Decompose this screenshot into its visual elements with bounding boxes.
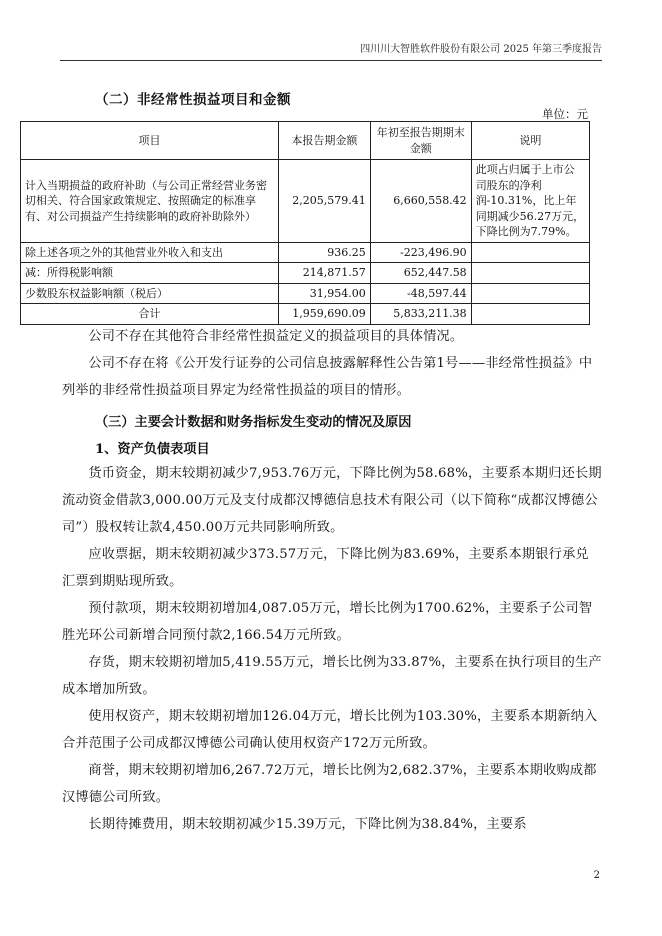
paragraph: 预付款项，期末较期初增加4,087.05万元，增长比例为1700.62%，主要系子公司智胜光环公司新增合同预付款2,166.54万元所致。 (62, 601, 593, 643)
row-current: 214,871.57 (278, 263, 370, 284)
row-current: 936.25 (278, 242, 370, 263)
paragraph: 货币资金，期末较期初减少7,953.76万元，下降比例为58.68%，主要系本期归还长期流动资金借款3,000.00万元及支付成都汉博德信息技术有限公司（以下简称“成都汉博德公司”）股权转让款4,450.00万元共同影响所致。 (62, 466, 602, 535)
paragraph: 商誉，期末较期初增加6,267.72万元，增长比例为2,682.37%，主要系本期收购成都汉博德公司所致。 (62, 763, 597, 805)
row-ytd: 5,833,211.38 (370, 304, 471, 325)
row-note (471, 304, 589, 325)
column-header-item: 项目 (21, 122, 279, 160)
nonrecurring-table (20, 121, 590, 325)
paragraph: 公司不存在将《公开发行证券的公司信息披露解释性公告第1号——非经常性损益》中列举的非经常性损益项目界定为经常性损益的项目的情形。 (62, 356, 593, 398)
row-note (471, 263, 589, 284)
table-row (21, 263, 590, 284)
row-note (471, 242, 589, 263)
row-current: 1,959,690.09 (278, 304, 370, 325)
paragraph: 存货，期末较期初增加5,419.55万元，增长比例为33.87%，主要系在执行项目的生产成本增加所致。 (62, 655, 602, 697)
table-header-row (21, 122, 590, 160)
row-ytd: -48,597.44 (370, 283, 471, 304)
page-header: 四川川大智胜软件股份有限公司 2025 年第三季度报告 (360, 44, 602, 55)
page-number: 2 (593, 870, 600, 881)
table-row (21, 160, 590, 243)
column-header-note: 说明 (471, 122, 589, 160)
balance-sheet-paragraphs (62, 460, 602, 838)
row-ytd: -223,496.90 (370, 242, 471, 263)
row-item: 少数股东权益影响额（税后） (21, 283, 279, 304)
row-ytd: 652,447.58 (370, 263, 471, 284)
paragraph: 长期待摊费用，期末较期初减少15.39万元，下降比例为38.84%，主要系 (88, 817, 527, 832)
table-row (21, 242, 590, 263)
row-item: 减：所得税影响额 (21, 263, 279, 284)
unit-label: 单位：元 (542, 107, 588, 121)
row-current: 2,205,579.41 (278, 160, 370, 243)
nonrecurring-notes (62, 323, 602, 404)
paragraph: 应收票据，期末较期初减少373.57万元，下降比例为83.69%，主要系本期银行承兑汇票到期贴现所致。 (62, 547, 589, 589)
row-ytd: 6,660,558.42 (370, 160, 471, 243)
header-rule (60, 60, 602, 61)
subsection-title-balance-sheet: 1、资产负债表项目 (95, 442, 210, 457)
section-title-changes: （三）主要会计数据和财务指标发生变动的情况及原因 (95, 415, 412, 430)
row-current: 31,954.00 (278, 283, 370, 304)
row-item: 除上述各项之外的其他营业外收入和支出 (21, 242, 279, 263)
table-row (21, 283, 590, 304)
table-row-total (21, 304, 590, 325)
column-header-ytd: 年初至报告期期末金额 (370, 122, 471, 160)
row-item: 合计 (21, 304, 279, 325)
section-title-nonrecurring: （二）非经常性损益项目和金额 (95, 92, 291, 108)
paragraph: 使用权资产，期末较期初增加126.04万元，增长比例为103.30%，主要系本期新纳入合并范围子公司成都汉博德公司确认使用权资产172万元所致。 (62, 709, 598, 751)
row-note (471, 283, 589, 304)
paragraph: 公司不存在其他符合非经常性损益定义的损益项目的具体情况。 (88, 329, 464, 344)
row-note: 此项占归属于上市公司股东的净利润-10.31%，比上年同期减少56.27万元，下降比例为7.79%。 (471, 160, 589, 243)
column-header-current: 本报告期金额 (278, 122, 370, 160)
row-item: 计入当期损益的政府补助（与公司正常经营业务密切相关、符合国家政策规定、按照确定的标准享有、对公司损益产生持续影响的政府补助除外） (21, 160, 279, 243)
